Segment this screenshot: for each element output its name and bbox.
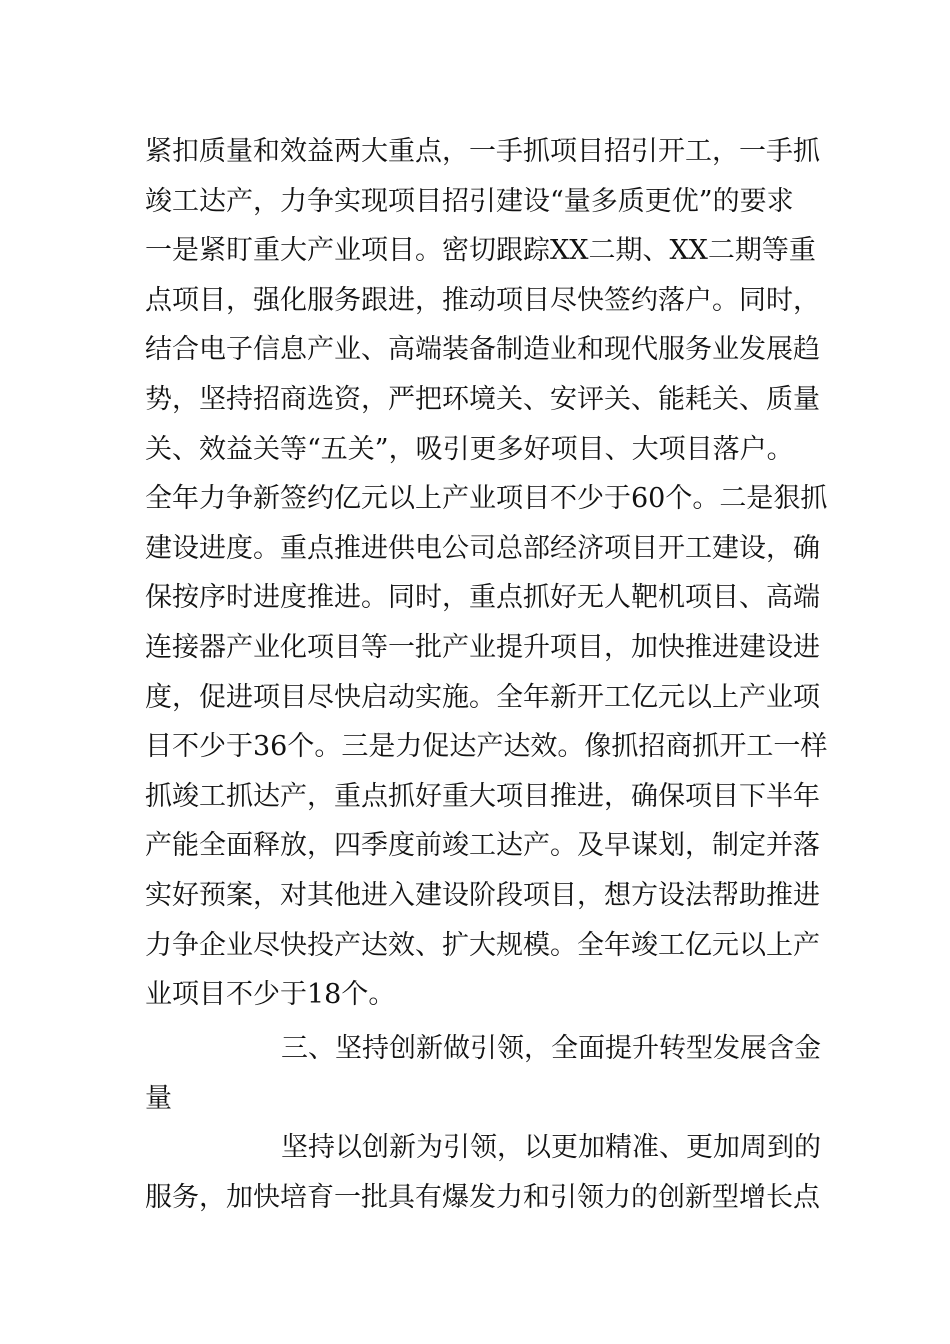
text-line: 竣工达产，力争实现项目招引建设“量多质更优”的要求 bbox=[145, 185, 794, 217]
text-line: 势，坚持招商选资，严把环境关、安评关、能耗关、质量 bbox=[145, 383, 820, 415]
text-line: 坚持以创新为引领，以更加精准、更加周到的 bbox=[281, 1132, 821, 1163]
text-line: 点项目，强化服务跟进，推动项目尽快签约落户。同时， bbox=[145, 284, 820, 316]
heading-line: 三、坚持创新做引领，全面提升转型发展含金 bbox=[281, 1033, 821, 1064]
text-line: 连接器产业化项目等一批产业提升项目，加快推进建设进 bbox=[145, 631, 820, 663]
section-intro-paragraph bbox=[145, 1123, 821, 1222]
text-line: 度，促进项目尽快启动实施。全年新开工亿元以上产业项 bbox=[145, 681, 820, 713]
text-line: 实好预案，对其他进入建设阶段项目，想方设法帮助推进 bbox=[145, 879, 820, 911]
text-line: 建设进度。重点推进供电公司总部经济项目开工建设，确 bbox=[145, 532, 820, 564]
text-line: 结合电子信息产业、高端装备制造业和现代服务业发展趋 bbox=[145, 334, 820, 366]
text-line: 服务，加快培育一批具有爆发力和引领力的创新型增长点 bbox=[145, 1181, 820, 1213]
text-line: 目不少于36个。三是力促达产达效。像抓招商抓开工一样 bbox=[145, 731, 828, 763]
heading-line: 量 bbox=[145, 1082, 172, 1114]
text-line: 业项目不少于18个。 bbox=[145, 979, 396, 1011]
body-paragraph bbox=[145, 127, 828, 1020]
section-heading bbox=[145, 1024, 821, 1123]
text-line: 抓竣工抓达产，重点抓好重大项目推进，确保项目下半年 bbox=[145, 780, 820, 812]
text-line: 保按序时进度推进。同时，重点抓好无人靶机项目、高端 bbox=[145, 582, 820, 614]
text-line: 关、效益关等“五关”，吸引更多好项目、大项目落户。 bbox=[145, 433, 794, 465]
text-line: 紧扣质量和效益两大重点，一手抓项目招引开工，一手抓 bbox=[145, 136, 820, 167]
text-line: 一是紧盯重大产业项目。密切跟踪XX二期、XX二期等重 bbox=[145, 235, 816, 267]
text-line: 力争企业尽快投产达效、扩大规模。全年竣工亿元以上产 bbox=[145, 929, 820, 961]
text-line: 全年力争新签约亿元以上产业项目不少于60个。二是狠抓 bbox=[145, 483, 828, 515]
text-line: 产能全面释放，四季度前竣工达产。及早谋划，制定并落 bbox=[145, 830, 820, 862]
